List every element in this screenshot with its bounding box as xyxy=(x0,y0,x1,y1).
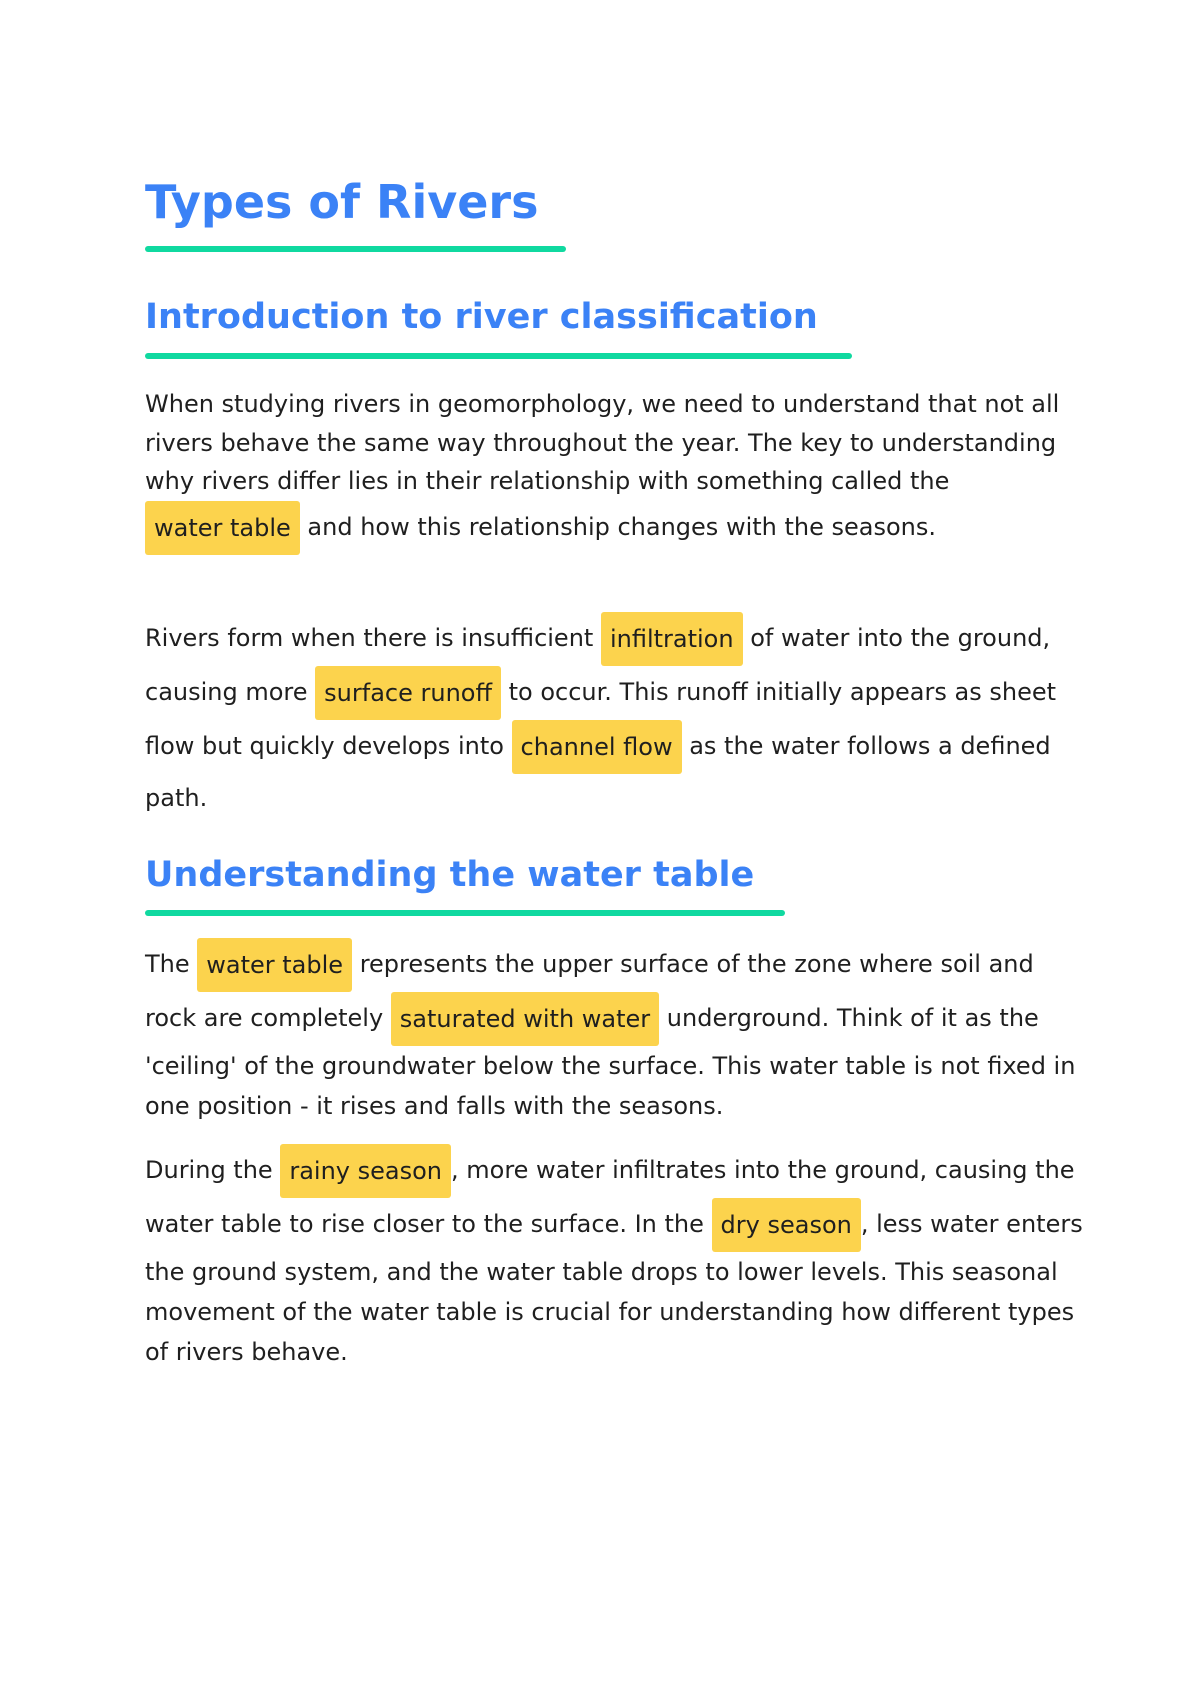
paragraph-intro-1 xyxy=(145,385,1085,555)
title-underline xyxy=(145,246,566,252)
highlight-term-dry-season: dry season xyxy=(712,1198,861,1252)
paragraph-text: The xyxy=(145,950,198,978)
section-heading-water-table: Understanding the water table xyxy=(145,855,755,895)
paragraph-text: When studying rivers in geomorphology, we need to understand that not all rivers behave the same way throughout the year. The key to understanding why rivers differ lies in their relationship with something called the xyxy=(145,390,1060,495)
highlight-term-rainy-season: rainy season xyxy=(280,1144,451,1198)
paragraph-text: , more water infiltrates into the ground, causing the water table to rise closer to the surface. In the xyxy=(145,1156,1075,1238)
paragraph-water-table-1 xyxy=(145,938,1085,1126)
paragraph-text: to occur. This runoff initially appears as sheet flow but quickly develops into xyxy=(145,678,1057,760)
highlight-term-water-table: water table xyxy=(145,501,300,555)
highlight-term-channel-flow: channel flow xyxy=(512,720,682,774)
paragraph-intro-2 xyxy=(145,612,1085,822)
section-underline-water-table xyxy=(145,910,785,916)
paragraph-water-table-2 xyxy=(145,1144,1085,1372)
paragraph-text: During the xyxy=(145,1156,281,1184)
section-underline-introduction xyxy=(145,353,852,359)
paragraph-text: underground. Think of it as the 'ceiling' of the groundwater below the surface. This water table is not fixed in one position - it rises and falls with the seasons. xyxy=(145,1004,1076,1120)
paragraph-text: Rivers form when there is insufficient xyxy=(145,624,601,652)
highlight-term-saturated-with-water: saturated with water xyxy=(391,992,659,1046)
document-title: Types of Rivers xyxy=(145,175,539,229)
paragraph-text: as the water follows a defined path. xyxy=(145,732,1051,812)
highlight-term-water-table: water table xyxy=(197,938,352,992)
highlight-term-surface-runoff: surface runoff xyxy=(315,666,501,720)
highlight-term-infiltration: infiltration xyxy=(601,612,743,666)
section-heading-introduction: Introduction to river classification xyxy=(145,297,818,337)
paragraph-text: , less water enters the ground system, and the water table drops to lower levels. This seasonal movement of the water table is crucial for understanding how different types of rivers behave. xyxy=(145,1210,1083,1366)
paragraph-text: of water into the ground, causing more xyxy=(145,624,1051,706)
paragraph-text: represents the upper surface of the zone where soil and rock are completely xyxy=(145,950,1034,1032)
paragraph-text: and how this relationship changes with the seasons. xyxy=(299,512,937,541)
